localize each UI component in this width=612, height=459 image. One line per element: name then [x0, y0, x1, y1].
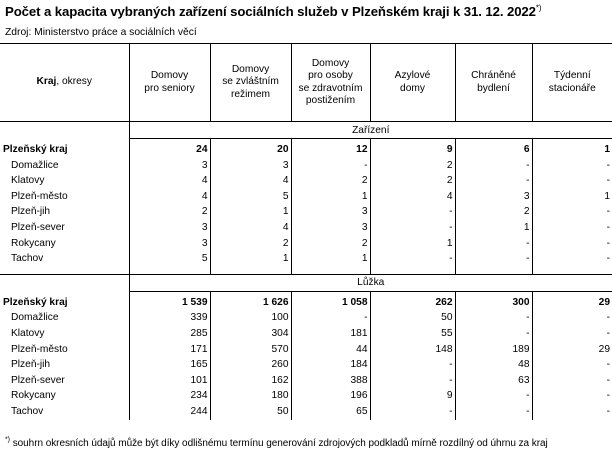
- data-table: [0, 43, 612, 420]
- table-cell: 2: [455, 204, 532, 220]
- header-column: Domovy se zvláštním režimem: [210, 44, 291, 122]
- table-cell: 1: [210, 251, 291, 267]
- table-cell: 148: [370, 342, 455, 358]
- table-cell: 189: [455, 342, 532, 358]
- table-cell: 50: [210, 404, 291, 420]
- table-cell: 3: [129, 236, 210, 252]
- table-row: [0, 310, 612, 326]
- table-cell: -: [370, 373, 455, 389]
- table-cell: 2: [370, 173, 455, 189]
- table-cell: 101: [129, 373, 210, 389]
- section-label: Lůžka: [129, 274, 612, 291]
- section-header-row: [0, 122, 612, 139]
- table-row: [0, 158, 612, 174]
- row-label: Klatovy: [11, 175, 45, 187]
- table-body: [0, 122, 612, 420]
- table-cell: 4: [370, 189, 455, 205]
- row-label: Plzeň-jih: [11, 359, 51, 371]
- table-row: [0, 326, 612, 342]
- table-cell: -: [455, 326, 532, 342]
- table-cell: 29: [532, 295, 612, 311]
- table-cell: 4: [210, 220, 291, 236]
- section-label: Zařízení: [129, 122, 612, 139]
- table-cell: -: [455, 388, 532, 404]
- table-cell: -: [532, 357, 612, 373]
- header-row: [0, 44, 612, 122]
- table-cell: 1 058: [291, 295, 370, 311]
- table-cell: 260: [210, 357, 291, 373]
- table-cell: 1 539: [129, 295, 210, 311]
- table-cell: 2: [129, 204, 210, 220]
- row-label: Domažlice: [11, 159, 59, 171]
- table-cell: 165: [129, 357, 210, 373]
- header-column: Chráněné bydlení: [455, 44, 532, 122]
- table-cell: -: [532, 158, 612, 174]
- table-cell: 1: [370, 236, 455, 252]
- table-cell: 3: [129, 220, 210, 236]
- table-row: [0, 404, 612, 420]
- table-cell: 285: [129, 326, 210, 342]
- table-cell: 262: [370, 295, 455, 311]
- table-cell: 196: [291, 388, 370, 404]
- table-row: [0, 220, 612, 236]
- row-label: Plzeňský kraj: [3, 144, 68, 155]
- table-cell: 1 626: [210, 295, 291, 311]
- table-cell: 20: [210, 142, 291, 158]
- table-cell: 63: [455, 373, 532, 389]
- table-cell: 304: [210, 326, 291, 342]
- table-row-total: [0, 295, 612, 311]
- table-cell: -: [370, 404, 455, 420]
- table-cell: -: [532, 204, 612, 220]
- table-cell: 181: [291, 326, 370, 342]
- table-cell: 50: [370, 310, 455, 326]
- table-cell: -: [455, 251, 532, 267]
- row-label: Klatovy: [11, 327, 45, 339]
- table-cell: 2: [291, 236, 370, 252]
- table-cell: -: [455, 404, 532, 420]
- table-cell: 65: [291, 404, 370, 420]
- table-cell: 2: [291, 173, 370, 189]
- table-cell: 234: [129, 388, 210, 404]
- table-cell: 3: [129, 158, 210, 174]
- footnote-mark: *): [5, 436, 10, 444]
- table-cell: 48: [455, 357, 532, 373]
- table-cell: -: [455, 236, 532, 252]
- table-cell: -: [532, 373, 612, 389]
- table-cell: -: [532, 388, 612, 404]
- table-cell: 100: [210, 310, 291, 326]
- table-cell: 1: [455, 220, 532, 236]
- section-header-row: [0, 274, 612, 291]
- table-cell: -: [455, 173, 532, 189]
- row-label: Rokycany: [11, 390, 56, 402]
- table-title: Počet a kapacita vybraných zařízení sociálních služeb v Plzeňském kraji k 31. 12. 2022*): [5, 3, 542, 19]
- table-cell: 1: [291, 189, 370, 205]
- footnote: *) souhrn okresních údajů může být díky odlišnému termínu generování zdrojových podkladů mírně rozdílný od úhrnu za kraj: [5, 436, 548, 449]
- table-cell: -: [291, 310, 370, 326]
- table-row: [0, 357, 612, 373]
- table-cell: 6: [455, 142, 532, 158]
- table-cell: 44: [291, 342, 370, 358]
- table-cell: 5: [210, 189, 291, 205]
- table-row: [0, 342, 612, 358]
- table-cell: 171: [129, 342, 210, 358]
- table-cell: 12: [291, 142, 370, 158]
- table-cell: -: [532, 404, 612, 420]
- header-column: Týdenní stacionáře: [532, 44, 612, 122]
- row-label: Plzeň-jih: [11, 206, 51, 218]
- table-row: [0, 251, 612, 267]
- table-cell: 3: [291, 204, 370, 220]
- table-cell: 339: [129, 310, 210, 326]
- header-column: Azylové domy: [370, 44, 455, 122]
- row-label: Domažlice: [11, 312, 59, 324]
- table-cell: -: [532, 326, 612, 342]
- table-cell: -: [532, 236, 612, 252]
- row-label: Tachov: [11, 253, 44, 265]
- table-cell: -: [370, 357, 455, 373]
- table-cell: 300: [455, 295, 532, 311]
- title-note-mark: *): [535, 3, 542, 13]
- table-cell: 162: [210, 373, 291, 389]
- source-line: Zdroj: Ministerstvo práce a sociálních věcí: [5, 27, 197, 38]
- table-cell: 184: [291, 357, 370, 373]
- table-row-total: [0, 142, 612, 158]
- table-cell: 29: [532, 342, 612, 358]
- header-column: Domovy pro seniory: [129, 44, 210, 122]
- table-cell: -: [455, 310, 532, 326]
- table-cell: 4: [210, 173, 291, 189]
- table-cell: 9: [370, 388, 455, 404]
- row-label: Tachov: [11, 405, 44, 417]
- table-cell: -: [532, 251, 612, 267]
- row-label: Plzeň-město: [11, 190, 68, 202]
- table-cell: -: [455, 158, 532, 174]
- table-row: [0, 189, 612, 205]
- table-cell: 55: [370, 326, 455, 342]
- table-cell: 2: [370, 158, 455, 174]
- table-cell: 180: [210, 388, 291, 404]
- table-cell: 3: [210, 158, 291, 174]
- table-cell: 570: [210, 342, 291, 358]
- table-cell: 3: [455, 189, 532, 205]
- table-cell: -: [532, 310, 612, 326]
- table-cell: 2: [210, 236, 291, 252]
- row-label: Rokycany: [11, 237, 56, 249]
- table-cell: 388: [291, 373, 370, 389]
- header-column: Domovy pro osoby se zdravotním postižením: [291, 44, 370, 122]
- header-kraj-okresy: Kraj, okresy: [0, 44, 129, 122]
- table-cell: 1: [532, 189, 612, 205]
- table-row: [0, 236, 612, 252]
- row-label: Plzeň-sever: [11, 221, 65, 233]
- table-cell: 4: [129, 173, 210, 189]
- table-cell: -: [370, 220, 455, 236]
- table-cell: 24: [129, 142, 210, 158]
- table-row: [0, 373, 612, 389]
- section-gap: [0, 267, 612, 275]
- table-cell: -: [370, 251, 455, 267]
- table-cell: 1: [532, 142, 612, 158]
- table-cell: -: [291, 158, 370, 174]
- table-cell: -: [532, 173, 612, 189]
- row-label: Plzeň-sever: [11, 374, 65, 386]
- table-cell: -: [532, 220, 612, 236]
- table-row: [0, 173, 612, 189]
- table-cell: 1: [291, 251, 370, 267]
- table-cell: 4: [129, 189, 210, 205]
- table-cell: 9: [370, 142, 455, 158]
- row-label: Plzeňský kraj: [3, 296, 68, 308]
- row-label: Plzeň-město: [11, 343, 68, 355]
- table-cell: -: [370, 204, 455, 220]
- table-cell: 244: [129, 404, 210, 420]
- table-cell: 1: [210, 204, 291, 220]
- table-row: [0, 388, 612, 404]
- table-row: [0, 204, 612, 220]
- table-cell: 3: [291, 220, 370, 236]
- table-cell: 5: [129, 251, 210, 267]
